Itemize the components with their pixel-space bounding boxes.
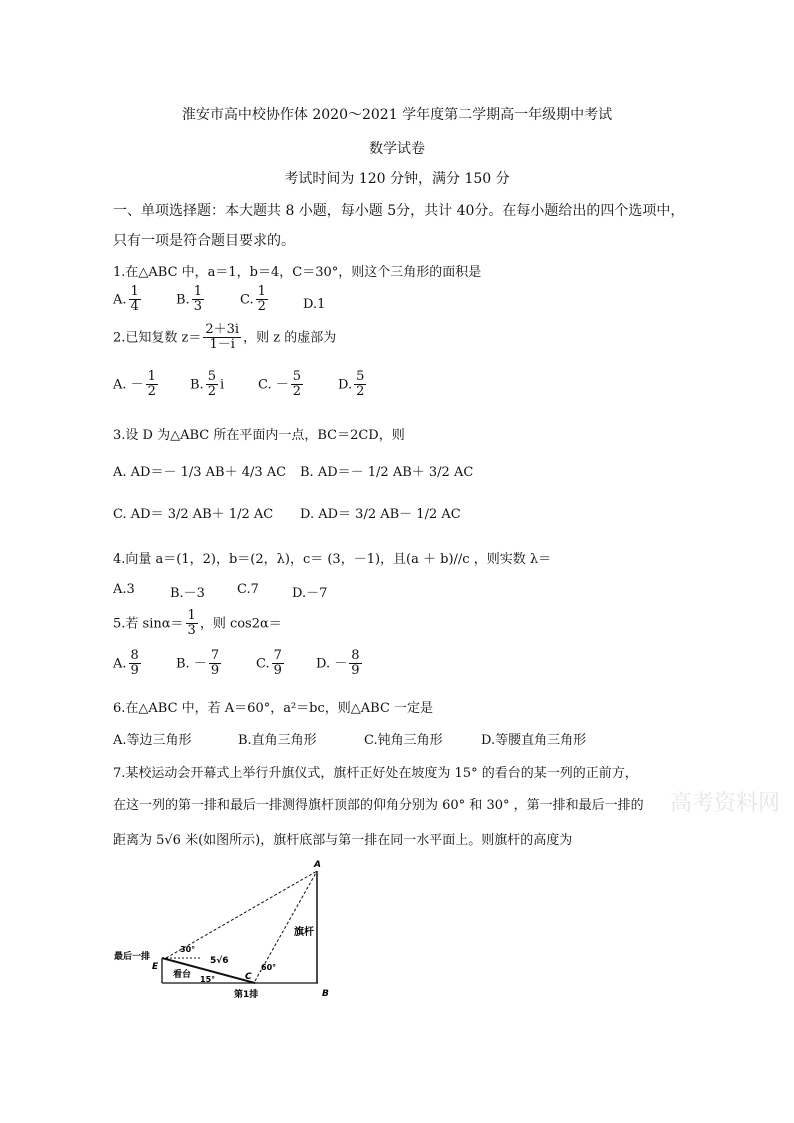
exam-title: 淮安市高中校协作体 2020～2021 学年度第二学期高一年级期中考试 <box>181 107 613 123</box>
q2-option-b: B. $\frac{5}{2}$ i <box>190 369 225 400</box>
label-c: C <box>245 972 252 982</box>
flagpole-diagram <box>110 855 340 1000</box>
q5-option-a: A. $\frac{8}{9}$ <box>113 648 139 679</box>
q2-option-c: C. － $\frac{5}{2}$ <box>258 369 302 400</box>
q1-option-a: A. $\frac{1}{4}$ <box>113 284 139 315</box>
q2-option-a: A. － $\frac{1}{2}$ <box>113 369 156 400</box>
q5-option-b: B. － $\frac{7}{9}$ <box>176 648 220 679</box>
q4-option-d: D.－7 <box>292 586 328 601</box>
q1-option-c: C. $\frac{1}{2}$ <box>240 284 266 315</box>
q1-option-b: B. $\frac{1}{3}$ <box>176 284 202 315</box>
label-flagpole: 旗杆 <box>294 927 314 938</box>
q6-stem: 6.在△ABC 中，若 A＝60°，a²＝bc，则△ABC 一定是 <box>113 701 434 716</box>
label-angle-30: 30° <box>180 945 196 954</box>
section1-intro-line1: 一、单项选择题：本大题共 8 小题，每小题 5分，共计 40分。在每小题给出的四个选项中， <box>113 203 685 219</box>
paper-subject: 数学试卷 <box>369 141 425 157</box>
q6-option-c: C.钝角三角形 <box>364 733 443 748</box>
label-b: B <box>322 989 329 999</box>
q6-option-d: D.等腰直角三角形 <box>481 733 587 748</box>
q4-option-a: A.3 <box>113 582 135 597</box>
label-stand: 看台 <box>173 970 192 980</box>
label-last-row: 最后一排 <box>114 952 151 962</box>
q7-line1: 7.某校运动会开幕式上举行升旗仪式，旗杆正好处在坡度为 15° 的看台的某一列的正前方， <box>113 766 638 781</box>
q3-stem: 3.设 D 为△ABC 所在平面内一点，BC＝2CD，则 <box>113 428 405 443</box>
q3-option-d: D. AD＝ 3/2 AB－ 1/2 AC <box>300 507 461 522</box>
label-a: A <box>314 860 321 870</box>
section1-intro-line2: 只有一项是符合题目要求的。 <box>113 233 295 249</box>
q1-stem: 1.在△ABC 中，a＝1，b＝4，C＝30°，则这个三角形的面积是 <box>113 265 482 280</box>
q1-option-d: D.1 <box>303 297 326 312</box>
label-distance: 5√6 <box>210 956 229 966</box>
q4-option-b: B.－3 <box>170 586 205 601</box>
q4-option-c: C.7 <box>237 582 259 597</box>
label-angle-60: 60° <box>261 963 277 972</box>
exam-time-note: 考试时间为 120 分钟，满分 150 分 <box>284 171 510 187</box>
label-angle-15: 15° <box>200 975 216 984</box>
q3-option-b: B. AD＝－ 1/2 AB＋ 3/2 AC <box>300 465 474 480</box>
q3-option-a: A. AD＝－ 1/3 AB＋ 4/3 AC <box>113 465 287 480</box>
q2-stem: 2.已知复数 z＝ $\frac{2+3i}{1-i}$ ，则 z 的虚部为 <box>113 322 337 353</box>
q5-option-c: C. $\frac{7}{9}$ <box>256 648 282 679</box>
watermark: 高考资料网 <box>670 791 781 816</box>
q5-option-d: D. － $\frac{8}{9}$ <box>316 648 360 679</box>
q5-stem: 5.若 sinα＝ $\frac{1}{3}$ ，则 cos2α＝ <box>113 608 282 639</box>
q6-option-b: B.直角三角形 <box>238 733 317 748</box>
q4-stem: 4.向量 a＝(1，2)，b＝(2，λ)，c＝ (3，－1)，且(a ＋ b)//c ，则实数 λ＝ <box>113 552 552 567</box>
q2-option-d: D. $\frac{5}{2}$ <box>338 369 365 400</box>
q7-line3: 距离为 5√6 米(如图所示)，旗杆底部与第一排在同一水平面上。则旗杆的高度为 <box>113 833 573 848</box>
q3-option-c: C. AD＝ 3/2 AB＋ 1/2 AC <box>113 507 274 522</box>
label-first-row: 第1排 <box>234 990 259 1000</box>
q6-option-a: A.等边三角形 <box>113 733 192 748</box>
q7-line2: 在这一列的第一排和最后一排测得旗杆顶部的仰角分别为 60° 和 30° ，第一排和最后一排的 <box>113 798 644 813</box>
label-e: E <box>152 962 159 972</box>
